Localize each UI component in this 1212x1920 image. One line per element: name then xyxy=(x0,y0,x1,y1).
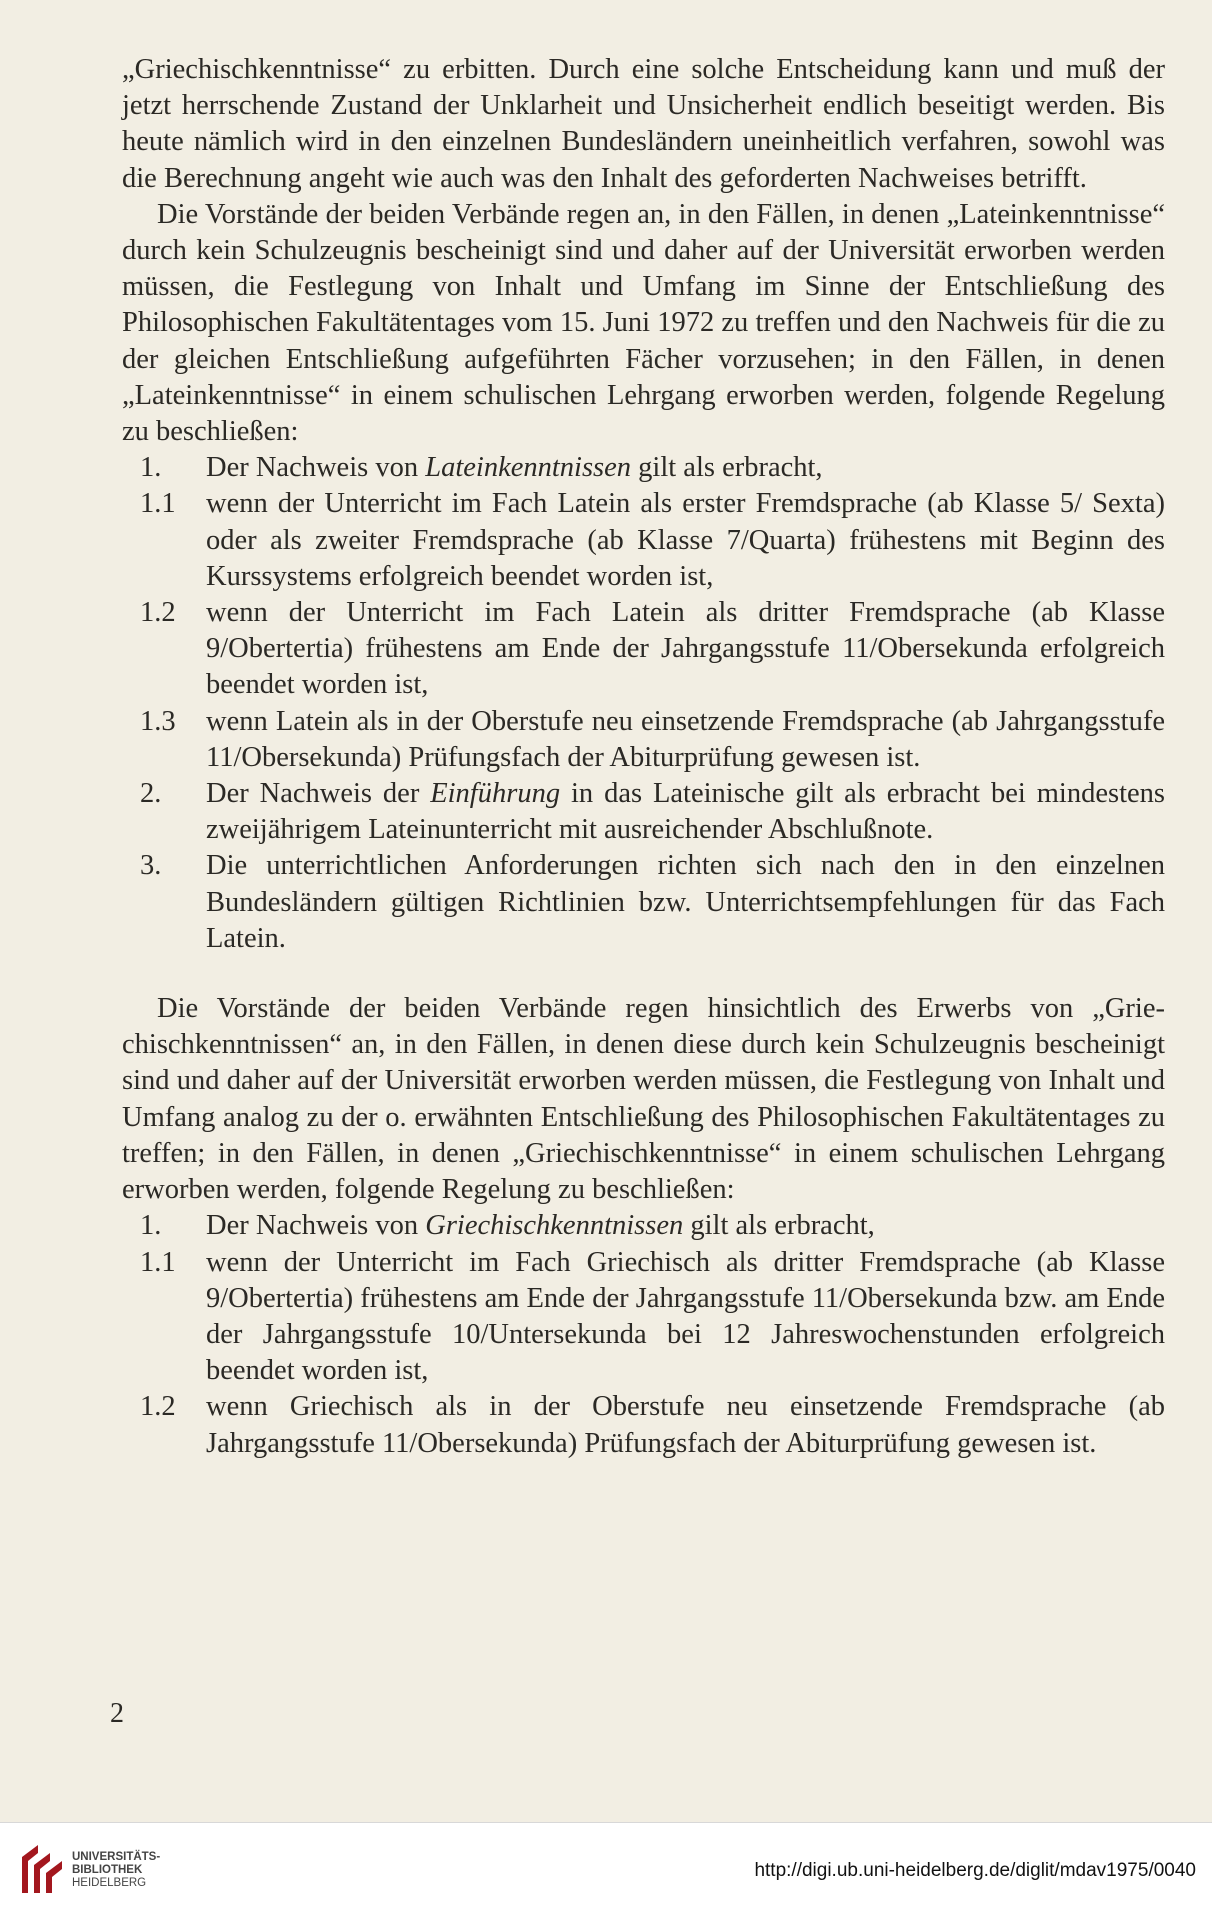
list-item-number: 1.2 xyxy=(140,597,176,629)
paragraph-latin-proposal: Die Vorstände der beiden Verbände regen an, in den Fällen, in denen „Lateinkenntnisse“ durch kein Schulzeugnis bescheinigt sind und daher auf der Universität erworben werden müssen, die Festlegung von Inhalt und Umfang im Sinne der Entschließung des Philosophischen Fakultätentages vom 15. Juni 1972 zu treffen und den Nachweis für die zu der gleichen Entschließung aufgeführten Fächer vorzusehen; in den Fällen, in denen „Lateinkenntnisse“ in einem schulischen Lehrgang erworben werden, folgende Regelung zu beschließen: xyxy=(122,198,1165,448)
permalink-url[interactable]: http://digi.ub.uni-heidelberg.de/diglit/mdav1975/0040 xyxy=(754,1860,1196,1881)
list-item xyxy=(122,704,1165,776)
list-item-text: Die unterrichtlichen Anforderungen richten sich nach den in den einzelnen Bundesländern gültigen Richtlinien bzw. Unterrichtsempfehlungen für das Fach Latein. xyxy=(206,850,1165,954)
list-item-text: Der Nachweis von Lateinkenntnissen gilt als erbracht, xyxy=(206,452,823,484)
list-item-number: 1.1 xyxy=(140,1246,176,1278)
list-item xyxy=(122,595,1165,704)
list-item xyxy=(122,848,1165,957)
page-number: 2 xyxy=(110,1698,124,1729)
list-item-number: 2. xyxy=(140,778,162,810)
library-name-line-1: UNIVERSITÄTS- xyxy=(72,1851,161,1863)
greek-rules-list xyxy=(122,1208,1165,1461)
list-item-text: wenn Latein als in der Oberstufe neu einsetzende Fremdsprache (ab Jahrgangsstufe 11/Obersekunda) Prüfungsfach der Abiturprüfung gewesen ist. xyxy=(206,705,1165,773)
paragraph-greek-proposal: Die Vorstände der beiden Verbände regen hinsichtlich des Erwerbs von „Griechischkenntnissen“ an, in den Fällen, in denen diese durch kein Schulzeugnis bescheinigt sind und daher auf der Universität erworben werden müssen, die Festlegung von Inhalt und Umfang analog zu der o. erwähnten Entschließung des Philosophischen Fakultätentages zu treffen; in den Fällen, in denen „Griechischkenntnisse“ in einem schulischen Lehrgang erworben werden, folgende Regelung zu beschließen: xyxy=(122,993,1165,1206)
list-item xyxy=(122,776,1165,848)
list-item-text: Der Nachweis von Griechischkenntnissen gilt als erbracht, xyxy=(206,1210,875,1242)
list-item-text: wenn der Unterricht im Fach Griechisch als dritter Fremdsprache (ab Klasse 9/Obertertia) frühestens am Ende der Jahrgangsstufe 11/Obersekunda bzw. am Ende der Jahrgangsstufe 10/Untersekunda bei 12 Jahreswochenstunden erfolgreich beendet worden ist, xyxy=(206,1246,1165,1387)
digitization-footer xyxy=(0,1822,1212,1920)
document-body xyxy=(122,52,1165,1462)
latin-rules-list xyxy=(122,450,1165,957)
library-name-line-2: BIBLIOTHEK xyxy=(72,1864,143,1876)
list-item xyxy=(122,1208,1165,1244)
list-item-number: 1. xyxy=(140,1210,162,1242)
list-item xyxy=(122,486,1165,595)
list-item-number: 1.3 xyxy=(140,705,176,737)
list-item-text: wenn der Unterricht im Fach Latein als erster Fremdsprache (ab Klasse 5/ Sexta) oder als zweiter Fremdsprache (ab Klasse 7/Quarta) frühestens mit Beginn des Kurssystems erfolgreich beendet worden ist, xyxy=(206,488,1165,592)
list-item-text: wenn der Unterricht im Fach Latein als dritter Fremdsprache (ab Klasse 9/Obertertia) frühestens am Ende der Jahrgangsstufe 11/Obersekunda erfolgreich beendet worden ist, xyxy=(206,597,1165,701)
list-item-number: 3. xyxy=(140,850,162,882)
library-logo-icon xyxy=(18,1843,66,1895)
list-item-number: 1. xyxy=(140,452,162,484)
paragraph-gap xyxy=(122,957,1165,991)
list-item-number: 1.1 xyxy=(140,488,176,520)
list-item xyxy=(122,1389,1165,1461)
library-logo-bar-shape xyxy=(46,1861,62,1893)
list-item xyxy=(122,450,1165,486)
paragraph-intro: „Griechischkenntnisse“ zu erbitten. Durch eine solche Entscheidung kann und muß der jetzt herrschende Zustand der Unklarheit und Unsicherheit endlich beseitigt werden. Bis heute nämlich wird in den einzelnen Bundesländern uneinheitlich verfahren, sowohl was die Berechnung angeht wie auch was den Inhalt des geforderten Nachweises betrifft. xyxy=(122,54,1165,194)
library-name xyxy=(72,1851,160,1890)
list-item xyxy=(122,1245,1165,1390)
list-item-text: wenn Griechisch als in der Oberstufe neu einsetzende Fremdsprache (ab Jahrgangsstufe 11/Obersekunda) Prüfungsfach der Abiturprüfung gewesen ist. xyxy=(206,1391,1165,1459)
list-item-number: 1.2 xyxy=(140,1391,176,1423)
list-item-text: Der Nachweis der Einführung in das Lateinische gilt als erbracht bei mindestens zweijährigem Lateinunterricht mit ausreichender Abschlußnote. xyxy=(206,778,1165,846)
library-name-line-3: HEIDELBERG xyxy=(72,1877,147,1889)
